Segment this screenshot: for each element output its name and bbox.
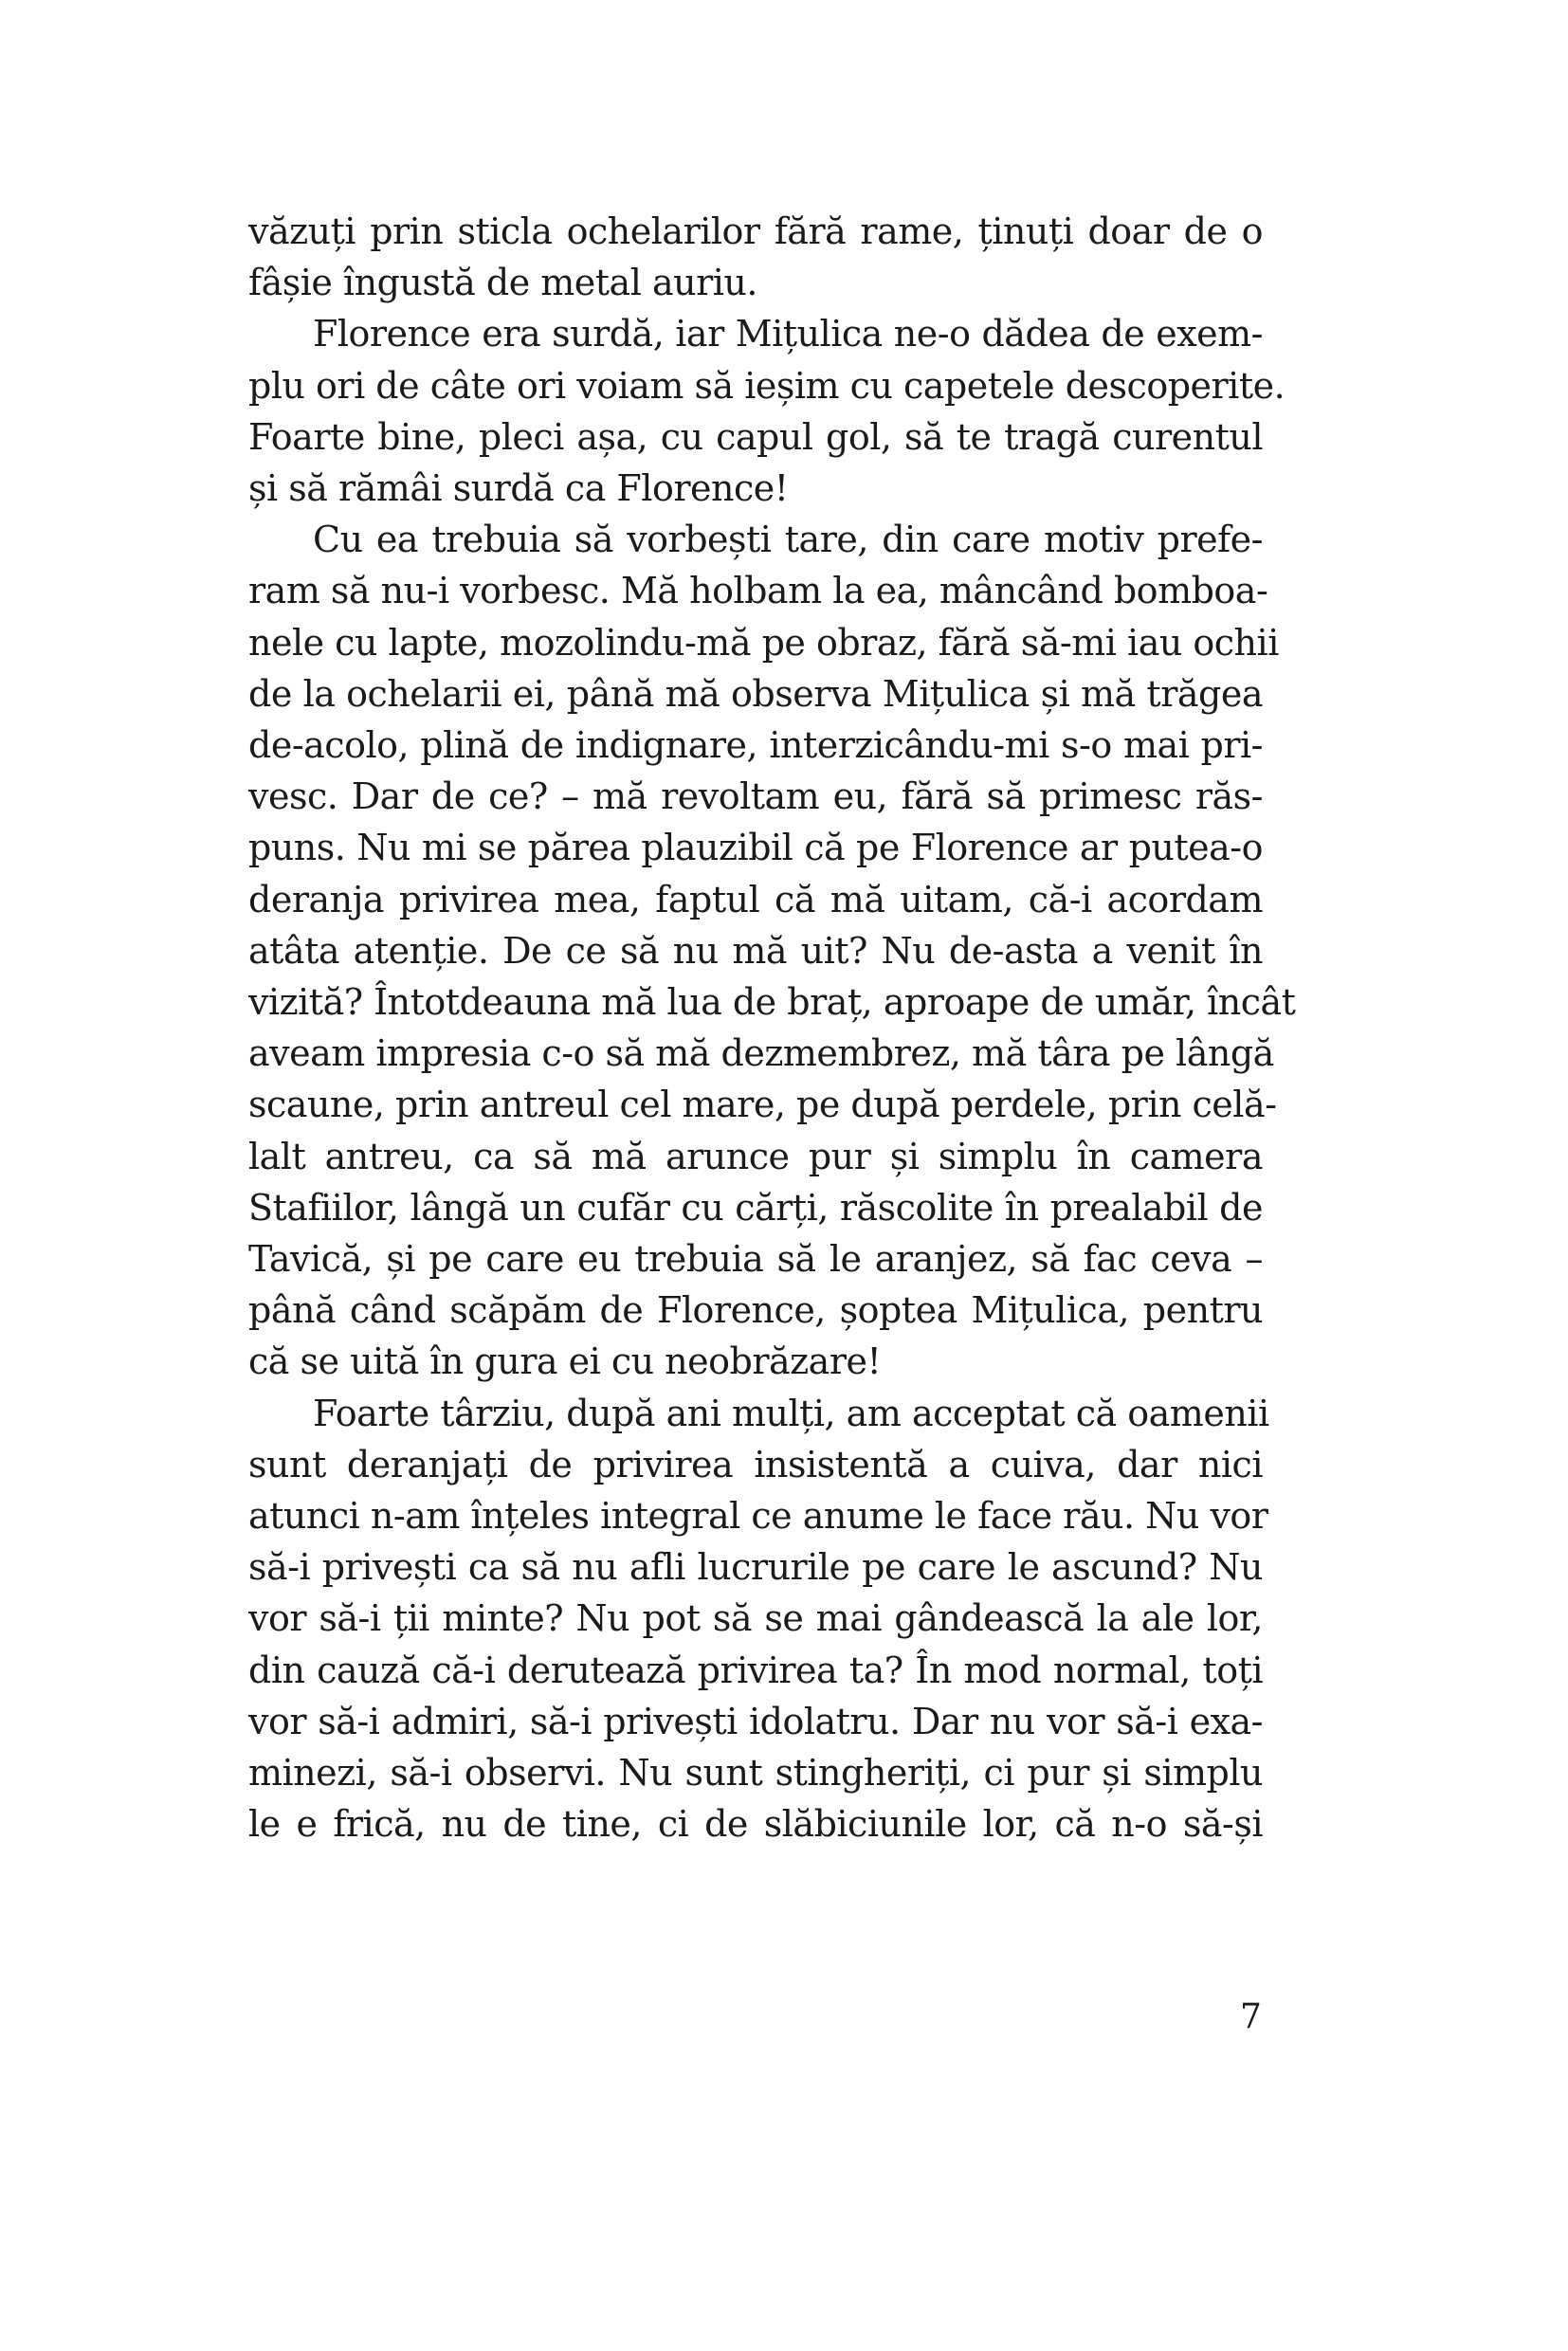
text-line: Stafiilor, lângă un cufăr cu cărți, răscolite în prealabil de — [248, 1186, 1263, 1229]
text-line: de la ochelarii ei, până mă observa Mițulica și mă trăgea — [248, 672, 1263, 715]
text-line: vesc. Dar de ce? – mă revoltam eu, fără să primesc răs- — [248, 775, 1263, 818]
text-line: fâșie îngustă de metal auriu. — [248, 262, 757, 304]
text-line: Foarte târziu, după ani mulți, am acceptat că oamenii — [313, 1392, 1269, 1434]
text-line: Foarte bine, pleci așa, cu capul gol, să te tragă curentul — [248, 415, 1263, 458]
text-line: lalt antreu, ca să mă arunce pur și simplu în camera — [248, 1135, 1263, 1177]
text-line: deranja privirea mea, faptul că mă uitam, că-i acordam — [248, 878, 1263, 920]
text-line: le e frică, nu de tine, ci de slăbiciunile lor, că n-o să-și — [248, 1803, 1263, 1846]
text-line: din cauză că-i derutează privirea ta? În mod normal, toți — [248, 1649, 1263, 1691]
text-line: nele cu lapte, mozolindu-mă pe obraz, fără să-mi iau ochii — [248, 621, 1279, 664]
text-line: minezi, să-i observi. Nu sunt stingheriți, ci pur și simplu — [248, 1752, 1263, 1794]
text-line: văzuți prin sticla ochelarilor fără rame, ținuți doar de o — [248, 210, 1263, 252]
text-line: sunt deranjați de privirea insistentă a cuiva, dar nici — [248, 1443, 1263, 1485]
text-line: vor să-i admiri, să-i privești idolatru. Dar nu vor să-i exa- — [248, 1700, 1263, 1742]
text-line: de-acolo, plină de indignare, interzicându-mi s-o mai pri- — [248, 724, 1263, 766]
text-line: puns. Nu mi se părea plauzibil că pe Florence ar putea-o — [248, 827, 1263, 869]
text-line: ram să nu-i vorbesc. Mă holbam la ea, mâncând bomboa- — [248, 570, 1268, 612]
text-line: vizită? Întotdeauna mă lua de braț, aproape de umăr, încât — [248, 981, 1296, 1023]
text-line: că se uită în gura ei cu neobrăzare! — [248, 1340, 882, 1383]
text-line: scaune, prin antreul cel mare, pe după perdele, prin celă- — [248, 1084, 1277, 1126]
page-number: 7 — [1240, 1997, 1262, 2036]
text-line: Cu ea trebuia să vorbești tare, din care motiv prefe- — [313, 519, 1263, 561]
text-line: vor să-i ții minte? Nu pot să se mai gândească la ale lor, — [248, 1597, 1263, 1640]
text-line: atunci n-am înțeles integral ce anume le face rău. Nu vor — [248, 1495, 1268, 1537]
text-line: Tavică, și pe care eu trebuia să le aranjez, să fac ceva – — [248, 1238, 1263, 1280]
text-line: să-i privești ca să nu afli lucrurile pe care le ascund? Nu — [248, 1546, 1263, 1589]
text-line: atâta atenție. De ce să nu mă uit? Nu de-asta a venit în — [248, 929, 1263, 972]
text-line: plu ori de câte ori voiam să ieșim cu capetele descoperite. — [248, 364, 1285, 407]
text-line: până când scăpăm de Florence, șoptea Mițulica, pentru — [248, 1289, 1263, 1332]
text-line: aveam impresia c-o să mă dezmembrez, mă târa pe lângă — [248, 1032, 1274, 1075]
text-line: și să rămâi surdă ca Florence! — [248, 467, 789, 509]
text-line: Florence era surdă, iar Mițulica ne-o dădea de exem- — [313, 313, 1263, 355]
